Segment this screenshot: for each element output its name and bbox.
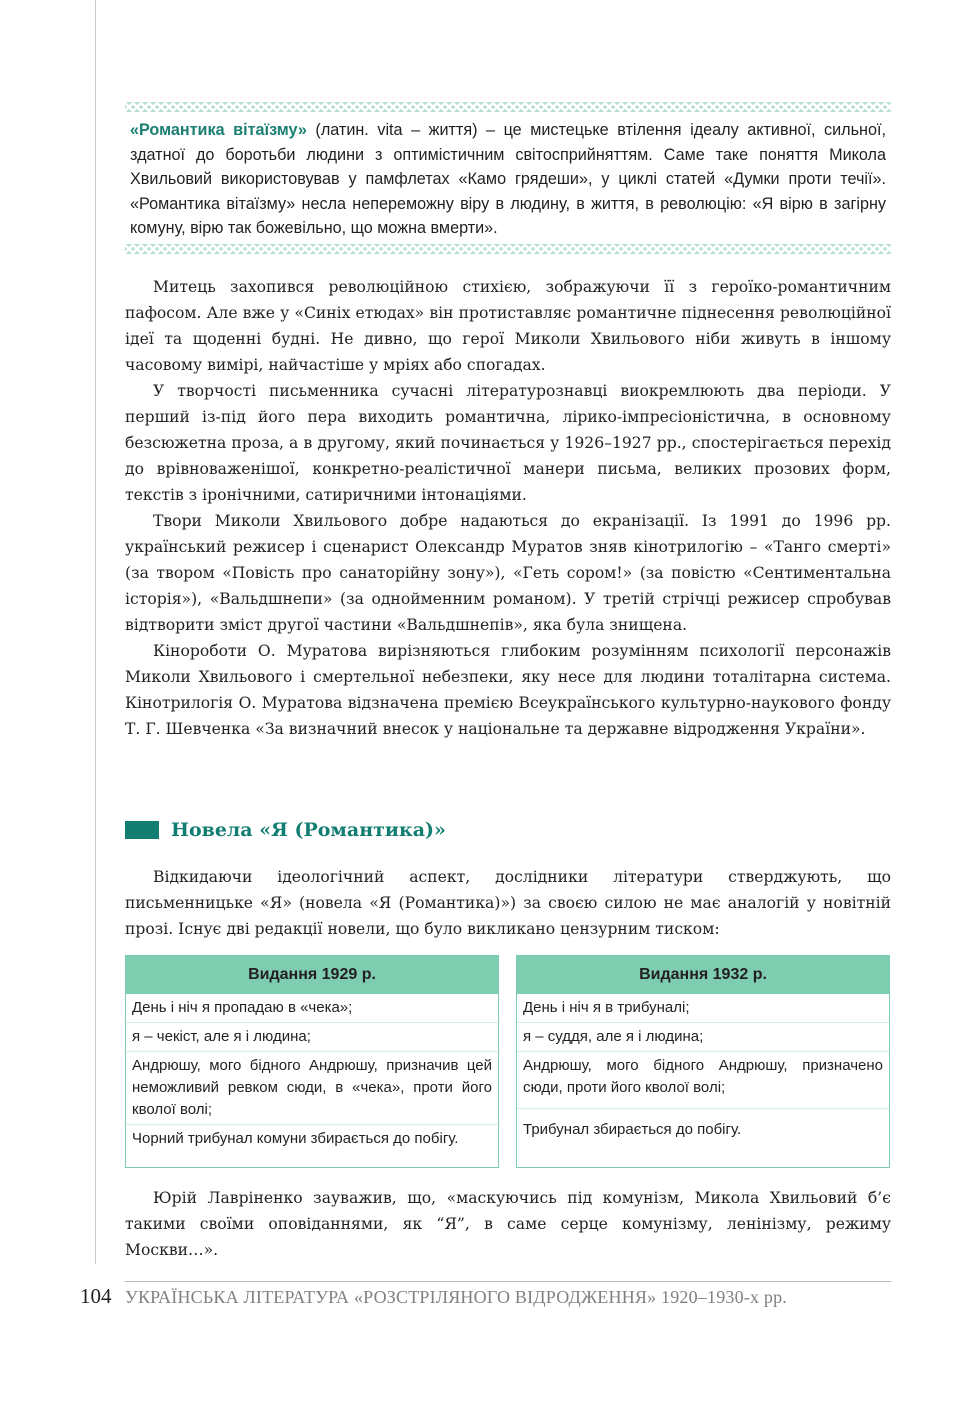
table-row: Андрюшу, мого бідного Андрюшу, призначено сюди, проти його кволої волі; <box>517 1052 889 1109</box>
closing-paragraph: Юрій Лавріненко зауважив, що, «маскуючись під комунізм, Микола Хвильовий б’є такими своїми оповіданнями, як “Я”, в саме серце комунізму, ленінізму, режиму Москви…». <box>125 1189 891 1259</box>
table-row: Андрюшу, мого бідного Андрюшу, призначив цей неможливий ревком сюди, в «чека», проти його кволої волі; <box>126 1052 498 1125</box>
definition-text: (латин. vita – життя) – це мистецьке втілення ідеалу активної, сильної, здатної до боротьби людини з оптимістичним світосприйняттям. Саме таке поняття Микола Хвильовий використовував у памфлетах «Камо грядеши», у циклі статей «Думки проти течії». «Романтика вітаїзму» несла непереможну віру в людину, в життя, в революцію: «Я вірю в загірну комуну, вірю так божевільно, що можна вмерти». <box>130 121 886 237</box>
decorative-border-top <box>125 102 891 112</box>
paragraph: Кінороботи О. Муратова вирізняються глибоким розумінням психології персонажів Миколи Хвильового і смертельної небезпеки, яку несе для людини тоталітарна система. Кінотрилогія О. Муратова відзначена премією Всеукраїнського культурно-наукового фонду Т. Г. Шевченка «За визначний внесок у національне та державне відродження України». <box>125 642 891 738</box>
section-heading <box>125 814 446 846</box>
decorative-border-bottom <box>125 244 891 254</box>
main-text <box>125 274 891 742</box>
intro-paragraph: Відкидаючи ідеологічний аспект, дослідники літератури стверджують, що письменницьке «Я» (новела «Я (Романтика)») за своєю силою не має аналогій у новітній прозі. Існує дві редакції новели, що було викликано цензурним тиском: <box>125 868 891 938</box>
definition-box <box>130 118 886 241</box>
table-header: Видання 1929 р. <box>126 956 498 994</box>
table-header: Видання 1932 р. <box>517 956 889 994</box>
table-edition-1932 <box>516 955 890 1168</box>
section-heading-text: Новела «Я (Романтика)» <box>171 819 446 841</box>
table-row: я – чекіст, але я і людина; <box>126 1023 498 1052</box>
paragraph: Митець захопився революційною стихією, зображуючи її з героїко-романтичним пафосом. Але вже у «Синіх етюдах» він протиставляє романтичне піднесення революційної ідеї та щоденні будні. Не дивно, що герої Миколи Хвильового ніби живуть в іншому часовому вимірі, найчастіше у мріях або спогадах. <box>125 278 891 374</box>
table-row: День і ніч я пропадаю в «чека»; <box>126 994 498 1023</box>
closing-text <box>125 1185 891 1263</box>
table-row: Трибунал збирається до побігу. <box>523 1121 742 1138</box>
heading-marker <box>125 821 159 839</box>
definition-term: «Романтика вітаїзму» <box>130 121 307 139</box>
footer-rule <box>125 1281 891 1282</box>
table-row: Чорний трибунал комуни збирається до побігу. <box>132 1130 459 1147</box>
table-row: я – суддя, але я і людина; <box>517 1023 889 1052</box>
margin-rule <box>95 0 96 1264</box>
paragraph: У творчості письменника сучасні літературознавці виокремлюють два періоди. У перший із-під його пера виходить романтична, лірико-імпресіоністична, в основному безсюжетна проза, а в другому, який починається у 1926–1927 рр., спостерігається перехід до врівноваженішої, конкретно-реалістичної манери письма, великих прозових форм, текстів з іронічними, сатиричними інтонаціями. <box>125 382 891 504</box>
page-number: 104 <box>80 1284 112 1308</box>
paragraph: Твори Миколи Хвильового добре надаються до екранізації. Із 1991 до 1996 рр. український режисер і сценарист Олександр Муратов зняв кінотрилогію – «Танго смерті» (за твором «Повість про санаторійну зону»), «Геть сором!» (за повістю «Сентиментальна історія»), «Вальдшнепи» (за однойменним романом). У третій стрічці режисер спробував відтворити зміст другої частини «Вальдшнепів», яка була знищена. <box>125 512 891 634</box>
intro-text <box>125 864 891 942</box>
table-edition-1929 <box>125 955 499 1168</box>
running-title: УКРАЇНСЬКА ЛІТЕРАТУРА «РОЗСТРІЛЯНОГО ВІДРОДЖЕННЯ» 1920–1930-х рр. <box>125 1287 787 1307</box>
table-row: День і ніч я в трибуналі; <box>517 994 889 1023</box>
